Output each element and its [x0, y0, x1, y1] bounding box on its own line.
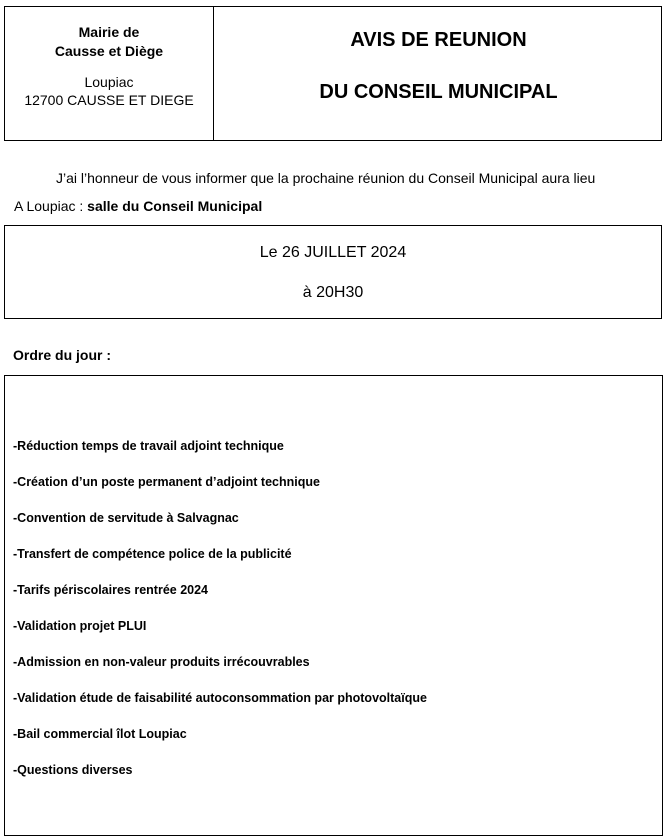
agenda-item: -Bail commercial îlot Loupiac: [13, 727, 187, 741]
intro-sentence: J’ai l’honneur de vous informer que la prochaine réunion du Conseil Municipal aura lieu: [56, 170, 596, 186]
meeting-time: à 20H30: [302, 284, 364, 301]
location-place: salle du Conseil Municipal: [87, 198, 263, 214]
header-box: [4, 6, 662, 141]
agenda-item: -Réduction temps de travail adjoint technique: [13, 439, 284, 453]
agenda-box: [4, 375, 663, 836]
agenda-heading: Ordre du jour :: [13, 347, 111, 363]
meeting-date-box: [4, 225, 662, 319]
document-title-line2: DU CONSEIL MUNICIPAL: [319, 81, 558, 103]
agenda-item: -Questions diverses: [13, 763, 133, 777]
location-prefix: A Loupiac :: [14, 198, 88, 214]
meeting-date: Le 26 JUILLET 2024: [259, 244, 407, 261]
mairie-name: Mairie de Causse et Diège: [54, 24, 164, 59]
document-title-line1: AVIS DE REUNION: [350, 29, 527, 51]
agenda-item: -Admission en non-valeur produits irrécouvrables: [13, 655, 310, 669]
agenda-item: -Création d’un poste permanent d’adjoint technique: [13, 475, 320, 489]
agenda-item: -Convention de servitude à Salvagnac: [13, 511, 239, 525]
agenda-item: -Tarifs périscolaires rentrée 2024: [13, 583, 209, 597]
location-line: [14, 198, 262, 214]
mairie-address: Loupiac 12700 CAUSSE ET DIEGE: [24, 74, 194, 108]
agenda-item: -Validation étude de faisabilité autoconsommation par photovoltaïque: [13, 691, 427, 705]
agenda-item: -Validation projet PLUI: [13, 619, 147, 633]
header-divider: [213, 7, 214, 140]
agenda-item: -Transfert de compétence police de la publicité: [13, 547, 292, 561]
agenda-list: [13, 428, 427, 788]
